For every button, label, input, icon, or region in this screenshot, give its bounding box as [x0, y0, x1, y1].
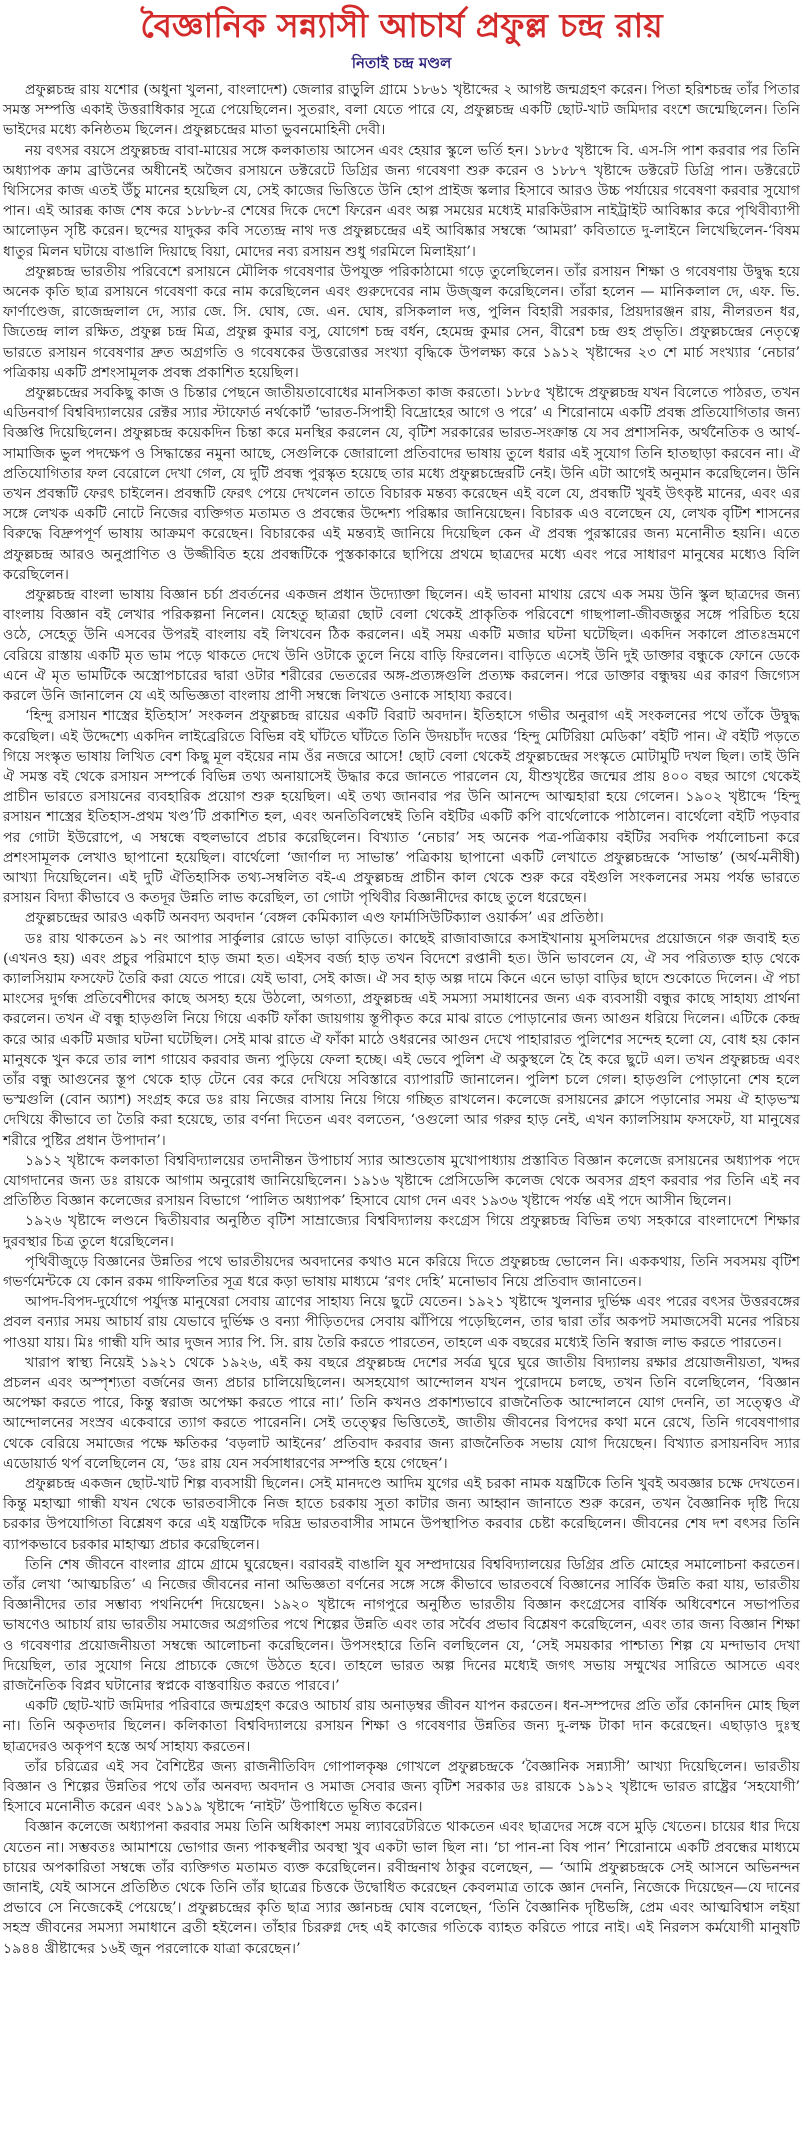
paragraph-education: নয় বৎসর বয়সে প্রফুল্লচন্দ্র বাবা-মায়ের সঙ্গে কলকাতায় আসেন এবং হেয়ার স্কুলে ভর্তি হন। ১৮৮৫ খৃষ্টাব্দে বি. এস-সি পাশ করবার পর তিনি অধ্যাপক ক্রাম ব্রাউনের অধীনেই অজৈব রসায়নে ডক্টরেটে ডিগ্রির জন্য গবেষণা শুরু করেন ও ১৮৮৭ খৃষ্টাব্দে ডক্টরেট ডিগ্রি পান। ডক্টরেটে থিসিসের কাজ এতই উঁচু মানের হয়েছিল যে, সেই কাজের ভিত্তিতে উনি হোপ প্রাইজ স্কলার হিসাবে আরও উচ্চ পর্যায়ের গবেষণা করবার সুযোগ পান। এই আরব্ধ কাজ শেষ করে ১৮৮৮-র শেষের দিকে দেশে ফিরেন এবং অল্প সময়ের মধ্যেই মারকিউরাস নাইট্রাইট আবিষ্কার করে পৃথিবীব্যাপী আলোড়ন সৃষ্টি করেন। ছন্দের যাদুকর কবি সত্যেন্দ্র নাথ দত্ত প্রফুল্লচন্দ্রের এই আবিষ্কার সম্বন্ধে ‘আমরা’ কবিতাতে দু-লাইনে লিখেছিলেন-‘বিষম ধাতুর মিলন ঘটায়ে বাঙালি দিয়াছে বিয়া, মোদের নব্য রসায়ন শুধু গরমিলে মিলাইয়া’।: [3, 142, 800, 260]
paragraph-students: প্রফুল্লচন্দ্র ভারতীয় পরিবেশে রসায়নে মৌলিক গবেষণার উপযুক্ত পরিকাঠামো গড়ে তুলেছিলেন। তাঁর রসায়ন শিক্ষা ও গবেষণায় উদ্বুদ্ধ হয়ে অনেক কৃতি ছাত্র রসায়নে গবেষণা করে নাম করেছিলেন এবং গুরুদেবের নাম উজ্জ্বল করেছিলেন। তাঁরা হলেন — মানিকলাল দে, এফ. ভি. ফার্ণাণ্ডেজ, রাজেন্দ্রলাল দে, স্যার জে. সি. ঘোষ, জে. এন. ঘোষ, রসিকলাল দত্ত, পুলিন বিহারী সরকার, প্রিয়দারঞ্জন রায়, নীলরতন ধর, জিতেন্দ্র লাল রক্ষিত, প্রফুল্ল চন্দ্র মিত্র, প্রফুল্ল কুমার বসু, যোগেশ চন্দ্র বর্ধন, হেমেন্দ্র কুমার সেন, বীরেশ চন্দ্র গুহ প্রভৃতি। প্রফুল্লচন্দ্রের নেতৃত্বে ভারতে রসায়ন গবেষণার দ্রুত অগ্রগতি ও গবেষকের উত্তরোত্তর সংখ্যা বৃদ্ধিকে উপলক্ষ্য করে ১৯১২ খৃষ্টাব্দের ২৩ শে মার্চ সংখ্যার ‘নেচার’ পত্রিকায় একটি প্রশংসামূলক প্রবন্ধ প্রকাশিত হয়েছিল।: [3, 263, 800, 381]
paragraph-swaraj: খারাপ স্বাস্থ্য নিয়েই ১৯২১ থেকে ১৯২৬, এই কয় বছরে প্রফুল্লচন্দ্র দেশের সর্বত্র ঘুরে ঘুরে জাতীয় বিদ্যালয় রক্ষার প্রয়োজনীয়তা, খদ্দর প্রচলন এবং অস্পৃশ্যতা বর্জনের জন্য প্রচার চালিয়েছিলেন। অসহযোগ আন্দোলন যখন পুরোদমে চলছে, তখন তিনি বলেছিলেন, ‘বিজ্ঞান অপেক্ষা করতে পারে, কিন্তু স্বরাজ অপেক্ষা করতে পারে না।’ তিনি কখনও প্রকাশ্যভাবে রাজনৈতিক আন্দোলনে যোগ দেননি, তা সত্ত্বেও ঐ আন্দোলনের সংস্রব একেবারে ত্যাগ করতে পারেননি। সেই তত্ত্বের ভিত্তিতেই, জাতীয় জীবনের বিপদের কথা মনে রেখে, তিনি গবেষণাগার থেকে বেরিয়ে সমাজের পক্ষে ক্ষতিকর ‘বড়লাট আইনের’ প্রতিবাদ করবার জন্য রাজনৈতিক সভায় যোগ দিয়েছেন। বিখ্যাত রসায়নবিদ স্যার এডোয়ার্ড থর্প বলেছিলেন যে, ‘ডঃ রায় যেন সর্বসাধারণের সম্পত্তি হয়ে গেছেন’।: [3, 1354, 800, 1472]
paragraph-later-life: তিনি শেষ জীবনে বাংলার গ্রামে গ্রামে ঘুরেছেন। বরাবরই বাঙালি যুব সম্প্রদায়ের বিশ্ববিদ্যালয়ের ডিগ্রির প্রতি মোহের সমালোচনা করতেন। তাঁর লেখা ‘আত্মচরিত’ এ নিজের জীবনের নানা অভিজ্ঞতা বর্ণনের সঙ্গে সঙ্গে কীভাবে ভারতবর্ষে বিজ্ঞানের সার্বিক উন্নতি করা যায়, ভারতীয় বিজ্ঞানীদের তার সম্ভাব্য পথনির্দেশ দিয়েছেন। ১৯২০ খৃষ্টাব্দে নাগপুরে অনুষ্ঠিত ভারতীয় বিজ্ঞান কংগ্রেসের বার্ষিক অধিবেশনে সভাপতির ভাষণেও আচার্য রায় ভারতীয় সমাজের অগ্রগতির পথে শিল্পের উন্নতি এবং তার সর্বৈব প্রভাব বিশ্লেষণ করেছিলেন, এবং তার জন্য বিজ্ঞান শিক্ষা ও গবেষণার প্রয়োজনীয়তা সম্বন্ধে আলোচনা করেছিলেন। উপসংহারে তিনি বলছিলেন যে, ‘সেই সময়কার পাশ্চাত্য শিল্প যে মন্দাভাব দেখা দিয়েছিল, তার সুযোগ নিয়ে প্রাচ্যকে জেগে উঠতে হবে। তাহলে ভারত অল্প দিনের মধ্যেই জগৎ সভায় সম্মুখের সারিতে আসতে এবং রাজনৈতিক বিপ্লব ঘটানোর স্বপ্নকে বাস্তবায়িত করতে পারবে।’: [3, 1556, 800, 1695]
paragraph-bone-ash: ডঃ রায় থাকতেন ৯১ নং আপার সার্কুলার রোডে ভাড়া বাড়িতে। কাছেই রাজাবাজারে কসাইখানায় মুসলিমদের প্রয়োজনে গরু জবাই হত (এখনও হয়) এবং প্রচুর পরিমাণে হাড় জমা হত। এইসব বর্জ্য হাড় তখন বিদেশে রপ্তানী হত। উনি ভাবলেন যে, ঐ সব পরিত্যক্ত হাড় থেকে ক্যালসিয়াম ফসফেট তৈরি করা যেতে পারে। যেই ভাবা, সেই কাজ। ঐ সব হাড় অল্প দামে কিনে এনে ভাড়া বাড়ির ছাদে শুকোতে দিলেন। ঐ পচা মাংসের দুর্গন্ধ প্রতিবেশীদের কাছে অসহ্য হয়ে উঠলো, অগত্যা, প্রফুল্লচন্দ্র এই সমস্যা সমাধানের জন্য এক ব্যবসায়ী বন্ধুর কাছে সাহায্য প্রার্থনা করলেন। তখন ঐ বন্ধু হাড়গুলি নিয়ে গিয়ে একটি ফাঁকা জায়গায় স্তূপীকৃত করে মাঝ রাতে পোড়ানোর জন্য আগুন ধরিয়ে দিলেন। এটিকে কেন্দ্র করে আর একটি মজার ঘটনা ঘটেছিল। সেই মাঝ রাতে ঐ ফাঁকা মাঠে ওধরনের আগুন দেখে পাহারারত পুলিশের সন্দেহ হলো যে, বোধ হয় কোন মানুষকে খুন করে তার লাশ গায়েব করবার জন্য পুড়িয়ে ফেলা হচ্ছে। এই ভেবে পুলিশ ঐ অকুস্থলে হৈ হৈ করে ছুটে এল। তখন প্রফুল্লচন্দ্র এবং তাঁর বন্ধু আগুনের স্তূপ থেকে হাড় টেনে বের করে দেখিয়ে সবিস্তারে ব্যাপারটি জানালেন। পুলিশ চলে গেল। হাড়গুলি পোড়ানো শেষ হলে ভস্মগুলি (বোন অ্যাশ) সংগ্রহ করে ডঃ রায় নিজের বাসায় নিয়ে গিয়ে গচ্ছিত রাখলেন। কলেজে রসায়নের ক্লাসে পড়ানোর সময় ঐ হাড়ভস্ম দেখিয়ে কীভাবে তা তৈরি করা হয়েছে, তার বর্ণনা দিতেন এবং বলতেন, ‘ওগুলো আর গরুর হাড় নেই, এখন ক্যালসিয়াম ফসফেট, যা মানুষের শরীরে পুষ্টির প্রধান উপাদান’।: [3, 930, 800, 1149]
paragraph-relief-work: আপদ-বিপদ-দুর্যোগে পর্যুদস্ত মানুষেরা সেবায় ত্রাণের সাহায্য নিয়ে ছুটে যেতেন। ১৯২১ খৃষ্টাব্দে খুলনার দুর্ভিক্ষ এবং পরের বৎসর উত্তরবঙ্গের প্রবল বন্যার সময় আচার্য রায় যেভাবে দুর্ভিক্ষ ও বন্যা পীড়িতদের সেবায় ঝাঁপিয়ে পড়েছিলেন, তার দ্বারা তাঁর অকপট সমাজসেবী মনের পরিচয় পাওয়া যায়। মিঃ গান্ধী যদি আর দুজন স্যার পি. সি. রায় তৈরি করতে পারতেন, তাহলে এক বছরের মধ্যেই তিনি স্বরাজ লাভ করতে পারতেন।: [3, 1294, 800, 1351]
paragraph-simple-life: একটি ছোট-খাট জমিদার পরিবারে জন্মগ্রহণ করেও আচার্য রায় অনাড়ম্বর জীবন যাপন করতেন। ধন-সম্পদের প্রতি তাঁর কোনদিন মোহ ছিল না। তিনি অকৃতদার ছিলেন। কলিকাতা বিশ্ববিদ্যালয়ে রসায়ন শিক্ষা ও গবেষণার উন্নতির জন্য দু-লক্ষ টাকা দান করেছেন। এছাড়াও দুঃস্থ ছাত্রদেরও অকৃপণ হস্তে অর্থ সাহায্য করতেন।: [3, 1698, 800, 1755]
paragraph-nationalism: প্রফুল্লচন্দ্রের সবকিছু কাজ ও চিন্তার পেছনে জাতীয়তাবোধের মানসিকতা কাজ করতো। ১৮৮৫ খৃষ্টাব্দে প্রফুল্লচন্দ্র যখন বিলেতে পাঠরত, তখন এডিনবার্গ বিশ্ববিদ্যালয়ের রেক্টর স্যার স্টাফোর্ড নর্থকোর্ট ‘ভারত-সিপাহী বিদ্রোহের আগে ও পরে’ এ শিরোনামে একটি প্রবন্ধ প্রতিযোগিতার জন্য বিজ্ঞপ্তি দিয়েছিলেন। প্রফুল্লচন্দ্র কয়েকদিন চিন্তা করে মনস্থির করলেন যে, বৃটিশ সরকারের ভারত-সংক্রান্ত যে সব প্রশাসনিক, অর্থনৈতিক ও আর্থ-সামাজিক ভুল পদক্ষেপ ও সিদ্ধান্তের নমুনা আছে, সেগুলিকে জোরালো প্রতিবাদের ভাষায় তুলে ধরার এই সুযোগ তিনি হাতছাড়া করবেন না। ঐ প্রতিযোগিতার ফল বেরোলে দেখা গেল, যে দুটি প্রবন্ধ পুরস্কৃত হয়েছে তার মধ্যে প্রফুল্লচন্দ্রেরটি নেই। উনি এটা আগেই অনুমান করেছিলেন। উনি তখন প্রবন্ধটি ফেরৎ চাইলেন। প্রবন্ধটি ফেরৎ পেয়ে দেখলেন তাতে বিচারক মন্তব্য করেছেন এই বলে যে, প্রবন্ধটি খুবই উৎকৃষ্ট মানের, এবং এর সঙ্গে লেখক একটি নোটে নিজের ব্যক্তিগত মতামত ও প্রবন্ধের উদ্দেশ্য পরিষ্কার জানিয়েছেন। বিচারক এও বলেছেন যে, লেখক বৃটিশ শাসনের বিরুদ্ধে বিদ্রুপপূর্ণ ভাষায় আক্রমণ করেছেন। বিচারকের এই মন্তব্যই জানিয়ে দিয়েছিল কেন ঐ প্রবন্ধ পুরস্কারের জন্য মনোনীত হয়নি। এতে প্রফুল্লচন্দ্র আরও অনুপ্রাণিত ও উজ্জীবিত হয়ে প্রবন্ধটিকে পুস্তকাকারে ছাপিয়ে প্রথমে ছাত্রদের মধ্যে এবং পরে সাধারণ মানুষের মধ্যেও বিলি করেছিলেন।: [3, 385, 801, 583]
paragraph-hindu-chemistry: ‘হিন্দু রসায়ন শাস্ত্রের ইতিহাস’ সংকলন প্রফুল্লচন্দ্র রায়ের একটি বিরাট অবদান। ইতিহাসে গভীর অনুরাগ এই সংকলনের পথে তাঁকে উদ্বুদ্ধ করেছিল। এই উদ্দেশ্যে একদিন লাইব্রেরিতে বিভিন্ন বই ঘাঁটতে ঘাঁটতে তিনি উদয়চাঁদ দত্তের ‘হিন্দু মেটিরিয়া মেডিকা’ বইটি পান। ঐ বইটি পড়তে গিয়ে সংস্কৃত ভাষায় লিখিত বেশ কিছু মূল বইয়ের নাম ওঁর নজরে আসে! ছোট বেলা থেকেই প্রফুল্লচন্দ্রের সংস্কৃতে মোটামুটি দখল ছিল। তাই উনি ঐ সমস্ত বই থেকে রসায়ন সম্পর্কে বিভিন্ন তথ্য অনায়াসেই উদ্ধার করে জানতে পারলেন যে, যীশুখৃষ্টের জন্মের প্রায় ৪০০ বছর আগে থেকেই প্রাচীন ভারতে রসায়নের ব্যবহারিক প্রয়োগ শুরু হয়েছিল। এই তথ্য জানবার পর উনি আনন্দে আত্মহারা হয়ে গেলেন। ১৯০২ খৃষ্টাব্দে ‘হিন্দু রসায়ন শাস্ত্রের ইতিহাস-প্রথম খণ্ড’টি প্রকাশিত হল, এবং অনতিবিলম্বেই তিনি বইটির একটি কপি বার্থেলোকে পাঠালেন। বার্থেলো বইটি পড়বার পর গোটা ইউরোপে, এ সম্বন্ধে বহুলভাবে প্রচার করেছিলেন। বিখ্যাত ‘নেচার’ সহ অনেক পত্র-পত্রিকায় বইটির সবদিক পর্যালোচনা করে প্রশংসামূলক লেখাও ছাপানো হয়েছিল। বার্থেলো ‘জার্ণাল দ্য সাভান্ত’ পত্রিকায় ছাপানো একটি লেখাতে প্রফুল্লচন্দ্রকে ‘সাভান্ত’ (অর্থ-মনীষী) আখ্যা দিয়েছিলেন। এই দুটি ঐতিহাসিক তথ্য-সম্বলিত বই-এ প্রফুল্লচন্দ্র প্রাচীন কাল থেকে শুরু করে বইগুলি সংকলনের সময় পর্যন্ত ভারতে রসায়ন বিদ্যা কীভাবে ও কতদূর উন্নতি লাভ করেছিল, তা গোটা পৃথিবীর বিজ্ঞানীদের কাছে তুলে ধরেছেন।: [3, 708, 800, 907]
paragraph-final: বিজ্ঞান কলেজে অধ্যাপনা করবার সময় তিনি অধিকাংশ সময় ল্যাবরেটরিতে থাকতেন এবং ছাত্রদের সঙ্গে বসে মুড়ি খেতেন। চায়ের ধার দিয়ে যেতেন না। সম্ভবতঃ আমাশয়ে ভোগার জন্য পাকস্থলীর অবস্থা খুব একটা ভাল ছিল না। ‘চা পান-না বিষ পান’ শিরোনামে একটি প্রবন্ধের মাধ্যমে চায়ের অপকারিতা সম্বন্ধে তাঁর ব্যক্তিগত মতামত ব্যক্ত করেছিলেন। রবীন্দ্রনাথ ঠাকুর বলেছেন, — ‘আমি প্রফুল্লচন্দ্রকে সেই আসনে অভিনন্দন জানাই, যেই আসনে প্রতিষ্ঠিত থেকে তিনি তাঁর ছাত্রের চিত্তকে উদ্বোধিত করেছেন কেবলমাত্র তাকে জ্ঞান দেননি, নিজেকে দিয়েছেন—যে দানের প্রভাবে সে নিজেকেই পেয়েছে’। প্রফুল্লচন্দ্রের কৃতি ছাত্র স্যার জ্ঞানচন্দ্র ঘোষ বলেছেন, ‘তিনি বৈজ্ঞানিক দৃষ্টিভঙ্গি, প্রেম এবং আত্মবিশ্বাস লইয়া সহস্র জীবনের সমস্যা সমাধানে ব্রতী হইলেন। তাঁহার চিররুগ্ন দেহ এই কাজের গতিকে ব্যাহত করিতে পারে নাই। এই নিরলস কর্মযোগী মানুষটি ১৯৪৪ খ্রীষ্টাব্দের ১৬ই জুন পরলোকে যাত্রা করেছেন।’: [3, 1819, 800, 1957]
paragraph-honours: তাঁর চরিত্রের এই সব বৈশিষ্টের জন্য রাজনীতিবিদ গোপালকৃষ্ণ গোখলে প্রফুল্লচন্দ্রকে ‘বৈজ্ঞানিক সন্ন্যাসী’ আখ্যা দিয়েছিলেন। ভারতীয় বিজ্ঞান ও শিল্পের উন্নতির পথে তাঁর অনবদ্য অবদান ও সমাজ সেবার জন্য বৃটিশ সরকার ডঃ রায়কে ১৯১২ খৃষ্টাব্দে ভারত রাষ্ট্রের ‘সহযোগী’ হিসাবে মনোনীত করেন এবং ১৯১৯ খৃষ্টাব্দে ‘নাইট’ উপাধিতে ভূষিত করেন।: [3, 1758, 800, 1816]
paragraph-bengali-science: প্রফুল্লচন্দ্র বাংলা ভাষায় বিজ্ঞান চর্চা প্রবর্তনের একজন প্রধান উদ্যোক্তা ছিলেন। এই ভাবনা মাথায় রেখে এক সময় উনি স্কুল ছাত্রদের জন্য বাংলায় বিজ্ঞান বই লেখার পরিকল্পনা নিলেন। যেহেতু ছাত্ররা ছোট বেলা থেকেই প্রাকৃতিক পরিবেশে গাছপালা-জীবজন্তুর সঙ্গে পরিচিত হয়ে ওঠে, সেহেতু উনি এসবের উপরই বাংলায় বই লিখবেন ঠিক করলেন। এই সময় একটি মজার ঘটনা ঘটেছিল। একদিন সকালে প্রাতঃভ্রমণে বেরিয়ে রাস্তায় একটি মৃত ভাম পড়ে থাকতে দেখে উনি ওটাকে তুলে নিয়ে বাড়ি ফিরলেন। বাড়িতে এসেই উনি দুই ডাক্তার বন্ধুকে ফোনে ডেকে এনে ঐ মৃত ভামটিকে অস্ত্রোপচারের দ্বারা ওটার শরীরের ভেতরের অঙ্গ-প্রত্যঙ্গগুলি প্রত্যক্ষ করলেন। পরে ডাক্তার বন্ধুদ্বয় এর কারণ জিগ্যেস করলে উনি জানালেন যে এই অভিজ্ঞতা বাংলায় প্রাণী সম্বন্ধে লিখতে ওনাকে সাহায্য করবে।: [3, 587, 800, 705]
article-body: [3, 80, 800, 1959]
paragraph-charka: প্রফুল্লচন্দ্র একজন ছোট-খাট শিল্প ব্যবসায়ী ছিলেন। সেই মানদণ্ডে আদিম যুগের এই চরকা নামক যন্ত্রটিকে তিনি খুবই অবজ্ঞার চক্ষে দেখতেন। কিন্তু মহাত্মা গান্ধী যখন থেকে ভারতবাসীকে নিজ হাতে চরকায় সুতা কাটার জন্য আহ্বান জানাতে শুরু করেন, তখন বৈজ্ঞানিক দৃষ্টি দিয়ে চরকার উপযোগিতা বিশ্লেষণ করে এই যন্ত্রটিকে দরিদ্র ভারতবাসীর সামনে উপস্থাপিত করবার চেষ্টা করেছিলেন। জীবনের শেষ দশ বৎসর তিনি ব্যাপকভাবে চরকার মাহাত্ম্য প্রচার করেছিলেন।: [3, 1476, 800, 1553]
article-title: বৈজ্ঞানিক সন্ন্যাসী আচার্য প্রফুল্ল চন্দ্র রায়: [140, 6, 663, 45]
article-author: নিতাই চন্দ্র মণ্ডল: [351, 54, 452, 72]
paragraph-protest: পৃথিবীজুড়ে বিজ্ঞানের উন্নতির পথে ভারতীয়দের অবদানের কথাও মনে করিয়ে দিতে প্রফুল্লচন্দ্র ভোলেন নি। এককথায়, তিনি সবসময় বৃটিশ গভর্ণমেন্টকে যে কোন রকম গাফিলতির সূত্র ধরে কড়া ভাষায় মাধ্যমে ‘রণং দেহি’ মনোভাব নিয়ে প্রতিবাদ জানাতেন।: [3, 1253, 800, 1290]
paragraph-bengal-chemical: প্রফুল্লচন্দ্রের আরও একটি অনবদ্য অবদান ‘বেঙ্গল কেমিক্যাল এণ্ড ফার্মাসিউটিক্যাল ওয়ার্কস’ এর প্রতিষ্ঠা।: [25, 910, 604, 927]
paragraph-science-college: ১৯১২ খৃষ্টাব্দে কলকাতা বিশ্ববিদ্যালয়ের তদানীন্তন উপাচার্য স্যার আশুতোষ মুখোপাধ্যায় প্রস্তাবিত বিজ্ঞান কলেজে রসায়নের অধ্যাপক পদে যোগদানের জন্য ডঃ রায়কে আগাম অনুরোধ জানিয়েছিলেন। ১৯১৬ খৃষ্টাব্দে প্রেসিডেন্সি কলেজ থেকে অবসর গ্রহণ করবার পর তিনি এই নব প্রতিষ্ঠিত বিজ্ঞান কলেজের রসায়ন বিভাগে ‘পালিত অধ্যাপক’ হিসাবে যোগ দেন এবং ১৯৩৬ খৃষ্টাব্দে পর্যন্ত এই পদে আসীন ছিলেন।: [3, 1152, 800, 1210]
paragraph-london-congress: ১৯২৬ খৃষ্টাব্দে লণ্ডনে দ্বিতীয়বার অনুষ্ঠিত বৃটিশ সাম্রাজ্যের বিশ্ববিদ্যালয় কংগ্রেস গিয়ে প্রফুল্লচন্দ্র বিভিন্ন তথ্য সহকারে বাংলাদেশে শিক্ষার দুরবস্থার চিত্র তুলে ধরেছিলেন।: [3, 1213, 800, 1250]
paragraph-birth: প্রফুল্লচন্দ্র রায় যশোর (অধুনা খুলনা, বাংলাদেশ) জেলার রাড়ুলি গ্রামে ১৮৬১ খৃষ্টাব্দের ২ আগষ্ট জন্মগ্রহণ করেন। পিতা হরিশচন্দ্র তাঁর পিতার সমস্ত সম্পত্তি একাই উত্তরাধিকার সূত্রে পেয়েছিলেন। সুতরাং, বলা যেতে পারে যে, প্রফুল্লচন্দ্র একটি ছোট-খাট জমিদার বংশে জন্মেছিলেন। তিনি ভাইদের মধ্যে কনিষ্ঠতম ছিলেন। প্রফুল্লচন্দ্রের মাতা ভুবনমোহিনী দেবী।: [3, 82, 800, 139]
